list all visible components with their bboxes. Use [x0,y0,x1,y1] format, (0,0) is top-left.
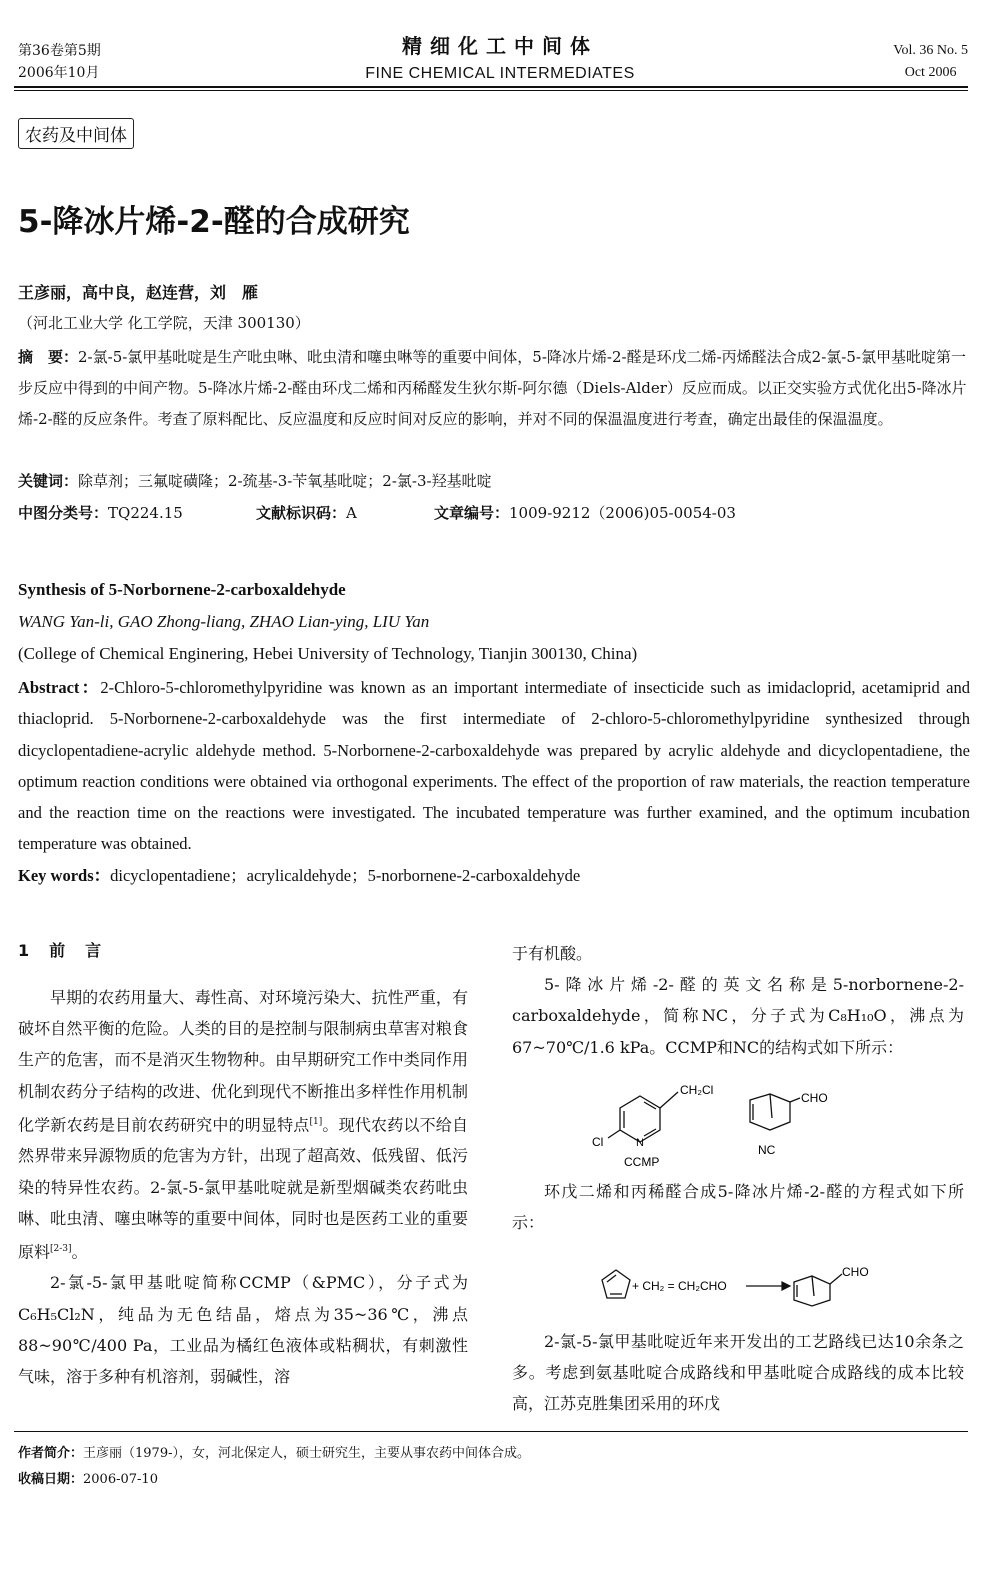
received-date [18,1468,158,1487]
ccmp-label: CCMP [624,1155,660,1169]
citation: [2-3] [50,1243,72,1254]
abstract-cn [18,342,968,435]
author-bio-text: 王彦丽（1979-），女，河北保定人，硕士研究生，主要从事农药中间体合成。 [83,1446,530,1461]
vol-en: Vol. 36 No. 5 [893,43,968,58]
paragraph-text: 。 [71,1242,88,1262]
received-text: 2006-07-10 [83,1472,158,1487]
nc-label: NC [758,1143,776,1157]
english-abstract [18,672,970,860]
article-label: 文章编号： [434,504,510,522]
journal-en: FINE CHEMICAL INTERMEDIATES [365,65,635,82]
paragraph: 环戊二烯和丙稀醛合成5-降冰片烯-2-醛的方程式如下所示： [512,1182,964,1233]
nc-structure [750,1094,800,1130]
header-rule-thin [14,90,968,91]
nc-cho-label: CHO [801,1091,828,1105]
date-en: Oct 2006 [904,65,957,80]
citation: [1] [309,1116,323,1127]
classification [18,502,968,523]
english-title: Synthesis of 5-Norbornene-2-carboxaldehyde [18,580,346,599]
n-label: N [636,1137,644,1149]
column-tag: 农药及中间体 [18,118,134,149]
reaction-arrow [746,1282,790,1290]
author-bio [18,1442,530,1461]
received-label: 收稿日期： [18,1472,84,1487]
keywords-text: 除草剂；三氟啶磺隆；2-巯基-3-苄氧基吡啶；2-氯-3-羟基吡啶 [78,472,492,490]
journal-cn: 精细化工中间体 [402,34,598,58]
header-rule [14,86,968,88]
footnote-rule [14,1431,968,1432]
english-abstract-label: Abstract： [18,678,101,697]
reactant-acrolein: + CH₂ = CH₂CHO [632,1279,727,1293]
english-keywords-label: Key words： [18,866,111,885]
english-keywords-text: dicyclopentadiene；acrylicaldehyde；5-norbornene-2-carboxaldehyde [110,866,581,885]
paragraph-text: 早期的农药用量大、毒性高、对环境污染大、抗性严重，有破坏自然平衡的危险。人类的目的是控制与限制病虫草害对粮食生产的危害，而不是消灭生物物种。由早期研究工作中类同作用机制农药分子结构的改进、优化到现代不断推出多样性作用机制化学新农药是目前农药研究中的明显特点 [18,988,468,1135]
authors: 王彦丽，高中良，赵连营，刘 雁 [18,283,259,302]
header-volume [893,40,968,84]
paragraph [18,982,468,1267]
english-abstract-text: 2-Chloro-5-chloromethylpyridine was known as an important intermediate of insecticide such as imidacloprid, acetamiprid and thiacloprid. 5-Norbornene-2-carboxaldehyde was the first intermediate of 2-chloro-5-chloromethylpyridine synthesized through dicyclopentadiene-acrylic aldehyde method. 5-Norbornene-2-carboxaldehyde was prepared by acrylic aldehyde and dicyclopentadiene, the optimum reaction conditions were obtained via orthogonal experiments. The effect of the proportion of raw materials, the reaction temperature and the reaction time on the reactions were investigated. The incubated temperature was further examined, and the optimum incubation temperature was obtained. [18,678,970,854]
cl-label: Cl [592,1135,604,1149]
date-cn: 2006年10月 [18,65,100,81]
english-keywords [18,862,580,886]
article-code: 1009-9212（2006)05-0054-03 [509,504,736,522]
paragraph: 于有机酸。 [512,944,593,963]
journal-name [0,30,1000,83]
paper-title: 5-降冰片烯-2-醛的合成研究 [18,204,410,240]
clc-code: TQ224.15 [108,504,183,522]
abstract-label: 摘 要： [18,348,79,366]
english-affiliation: (College of Chemical Enginering, Hebei University of Technology, Tianjin 300130, China) [18,644,638,663]
paragraph: 2-氯-5-氯甲基吡啶简称CCMP（&PMC），分子式为C₆H₅Cl₂N，纯品为无色结晶，熔点为35~36℃，沸点88~90℃/400 Pa，工业品为橘红色液体或粘稠状，有刺激性气味，溶于多种有机溶剂，弱碱性，溶 [18,1273,468,1387]
ccmp-structure [608,1092,678,1142]
product-cho-label: CHO [842,1265,869,1279]
norbornene-product [794,1274,842,1306]
paragraph: 2-氯-5-氯甲基吡啶近年来开发出的工艺路线已达10余条之多。考虑到氨基吡啶合成路线和甲基吡啶合成路线的成本比较高，江苏克胜集团采用的环戊 [512,1332,964,1414]
issue-cn: 第36卷第5期 [18,43,101,59]
english-authors: WANG Yan-li, GAO Zhong-liang, ZHAO Lian-ying, LIU Yan [18,612,430,631]
reaction-equation [596,1258,896,1318]
left-column [18,982,468,1392]
right-column-3 [512,1326,964,1420]
keywords-label: 关键词： [18,472,79,490]
doc-code: A [346,504,357,522]
keywords-cn [18,470,492,491]
clc-label: 中图分类号： [18,504,109,522]
cyclopentadiene [602,1270,630,1298]
author-bio-label: 作者简介： [18,1446,84,1461]
affiliation: （河北工业大学 化工学院，天津 300130） [18,314,310,332]
section-heading: 1 前 言 [18,941,104,960]
paragraph: 5-降冰片烯-2-醛的英文名称是5-norbornene-2-carboxaldehyde，简称NC，分子式为C₈H₁₀O，沸点为67~70℃/1.6 kPa。CCMP和NC的结构式如下所示： [512,975,964,1057]
doc-label: 文献标识码： [256,504,347,522]
abstract-text: 2-氯-5-氯甲基吡啶是生产吡虫啉、吡虫清和噻虫啉等的重要中间体，5-降冰片烯-2-醛是环戊二烯-丙烯醛法合成2-氯-5-氯甲基吡啶第一步反应中得到的中间产物。5-降冰片烯-2-醛由环戊二烯和丙稀醛发生狄尔斯-阿尔德（Diels-Alder）反应而成。以正交实验方式优化出5-降冰片烯-2-醛的反应条件。考查了原料配比、反应温度和反应时间对反应的影响，并对不同的保温温度进行考查，确定出最佳的保温温度。 [18,348,967,428]
right-column [512,938,964,1063]
paragraph-text: 。现代农药以不给自然界带来异源物质的危害为方针，出现了超高效、低残留、低污染的特异性农药。2-氯-5-氯甲基吡啶就是新型烟碱类农药吡虫啉、吡虫清、噻虫啉等的重要中间体，同时也是医药工业的重要原料 [18,1115,468,1262]
ch2cl-label: CH₂Cl [680,1083,714,1097]
right-column-2 [512,1176,964,1238]
structure-diagram [592,1078,860,1169]
